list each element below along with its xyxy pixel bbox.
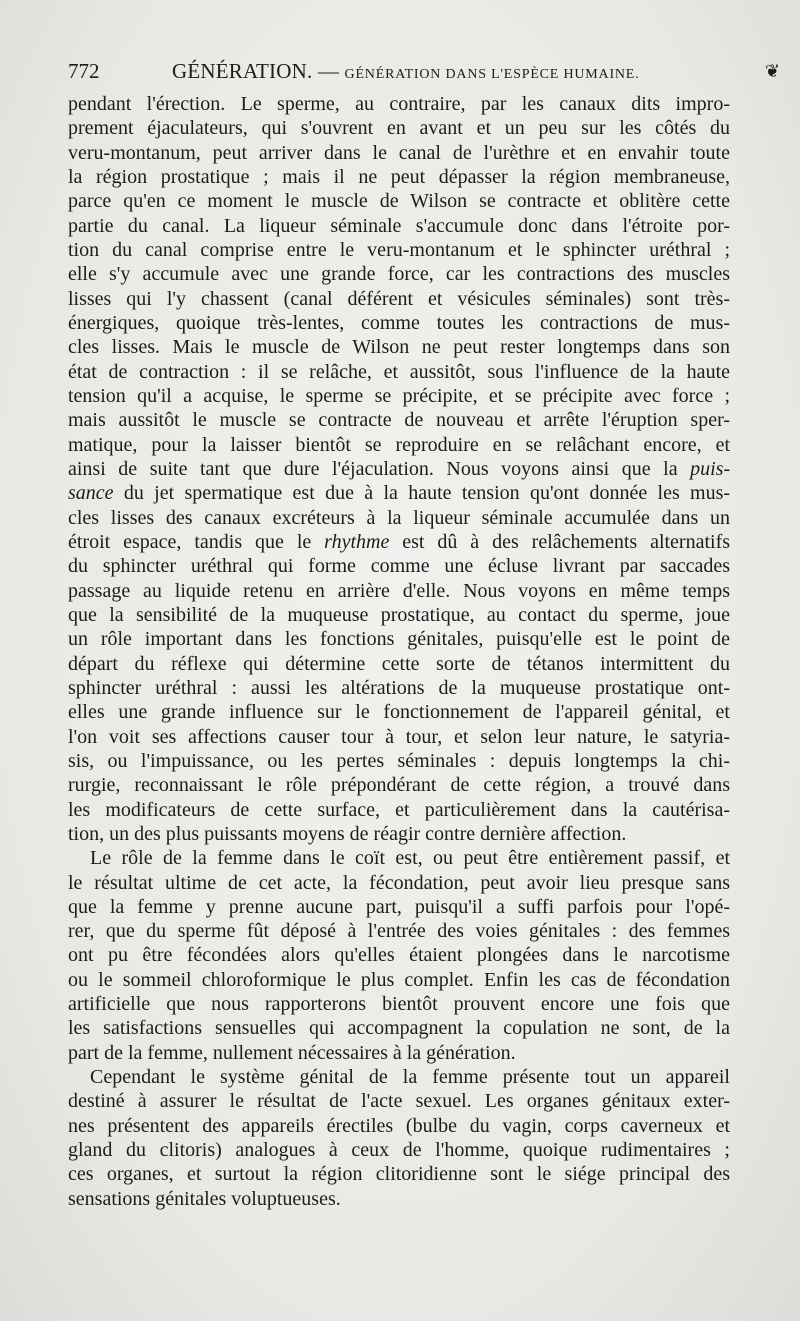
corner-mark: ❦ xyxy=(764,61,780,81)
body-text xyxy=(68,92,730,1211)
text-line: tion du canal comprise entre le veru-montanum et le sphincter uréthral ; xyxy=(68,238,730,261)
text-line: rer, que du sperme fût déposé à l'entrée des voies génitales : des femmes xyxy=(68,920,730,943)
text-line: matique, pour la laisser bientôt se reproduire en se relâchant encore, et xyxy=(68,433,730,456)
text-line: prement éjaculateurs, qui s'ouvrent en avant et un peu sur les côtés du xyxy=(68,117,730,140)
page-number: 772 xyxy=(68,59,100,83)
text-line: elle s'y accumule avec une grande force, car les contractions des muscles xyxy=(68,263,730,286)
text-line: ces organes, et surtout la région clitoridienne sont le siége principal des xyxy=(68,1163,730,1186)
text-line: nes présentent des appareils érectiles (bulbe du vagin, corps caverneux et xyxy=(68,1114,730,1137)
header-title: GÉNÉRATION. xyxy=(172,59,313,83)
text-line: artificielle que nous rapporterons bientôt prouvent encore une fois que xyxy=(68,993,730,1016)
text-line: destiné à assurer le résultat de l'acte sexuel. Les organes génitaux exter- xyxy=(68,1090,730,1113)
text-line: étroit espace, tandis que le rhythme est dû à des relâchements alternatifs xyxy=(68,530,731,553)
text-line: sance du jet spermatique est due à la haute tension qu'ont donnée les mus- xyxy=(68,482,731,505)
text-line: ont pu être fécondées alors qu'elles étaient plongées dans le narcotisme xyxy=(68,944,730,967)
text-line: que la sensibilité de la muqueuse prostatique, au contact du sperme, joue xyxy=(68,603,730,626)
text-line: du sphincter uréthral qui forme comme une écluse livrant par saccades xyxy=(68,555,730,578)
text-line: tension qu'il a acquise, le sperme se précipite, et se précipite avec force ; xyxy=(68,384,730,407)
text-line: veru-montanum, peut arriver dans le canal de l'urèthre et en envahir toute xyxy=(68,141,730,164)
text-line: sensations génitales voluptueuses. xyxy=(68,1187,341,1210)
text-line: ou le sommeil chloroformique le plus complet. Enfin les cas de fécondation xyxy=(68,968,730,991)
text-line: cles lisses des canaux excréteurs à la liqueur séminale accumulée dans un xyxy=(68,506,730,529)
text-line: passage au liquide retenu en arrière d'elle. Nous voyons en même temps xyxy=(68,579,730,602)
text-line: sphincter uréthral : aussi les altérations de la muqueuse prostatique ont- xyxy=(68,676,730,699)
text-line: énergiques, quoique très-lentes, comme toutes les contractions de mus- xyxy=(68,311,730,334)
running-header xyxy=(68,56,780,86)
text-line: Cependant le système génital de la femme présente tout un appareil xyxy=(90,1066,730,1089)
header-subtitle: GÉNÉRATION DANS L'ESPÈCE HUMAINE. xyxy=(344,67,640,82)
text-line: départ du réflexe qui détermine cette sorte de tétanos intermittent du xyxy=(68,652,730,675)
text-line: lisses qui l'y chassent (canal déférent et vésicules séminales) sont très- xyxy=(68,287,730,310)
text-line: la région prostatique ; mais il ne peut dépasser la région membraneuse, xyxy=(68,165,730,188)
text-line: cles lisses. Mais le muscle de Wilson ne peut rester longtemps dans son xyxy=(68,336,730,359)
text-line: mais aussitôt le muscle se contracte de nouveau et arrête l'éruption sper- xyxy=(68,409,730,432)
text-line: Le rôle de la femme dans le coït est, ou peut être entièrement passif, et xyxy=(90,847,730,870)
text-line: que la femme y prenne aucune part, puisqu'il a suffi parfois pour l'opé- xyxy=(68,895,730,918)
text-line: part de la femme, nullement nécessaires à la génération. xyxy=(68,1041,516,1064)
text-line: les modificateurs de cette surface, et particulièrement dans la cautérisa- xyxy=(68,798,730,821)
text-line: parce qu'en ce moment le muscle de Wilson se contracte et oblitère cette xyxy=(68,190,730,213)
text-line: tion, un des plus puissants moyens de réagir contre dernière affection. xyxy=(68,822,627,845)
text-line: pendant l'érection. Le sperme, au contraire, par les canaux dits impro- xyxy=(68,93,730,115)
text-line: le résultat ultime de cet acte, la fécondation, peut avoir lieu presque sans xyxy=(68,871,730,894)
text-line: gland du clitoris) analogues à ceux de l'homme, quoique rudimentaires ; xyxy=(68,1139,730,1162)
text-line: partie du canal. La liqueur séminale s'accumule donc dans l'étroite por- xyxy=(68,214,730,237)
text-line: l'on voit ses affections causer tour à tour, et selon leur nature, le satyria- xyxy=(68,725,730,748)
header-dash: — xyxy=(317,59,340,83)
text-line: rurgie, reconnaissant le rôle prépondérant de cette région, a trouvé dans xyxy=(68,774,730,797)
text-line: les satisfactions sensuelles qui accompagnent la copulation ne sont, de la xyxy=(68,1017,730,1040)
text-line: sis, ou l'impuissance, ou les pertes séminales : depuis longtemps la chi- xyxy=(68,749,730,772)
text-line: état de contraction : il se relâche, et aussitôt, sous l'influence de la haute xyxy=(68,360,730,383)
text-line: elles une grande influence sur le fonctionnement de l'appareil génital, et xyxy=(68,701,730,724)
running-title xyxy=(172,56,639,90)
text-line: un rôle important dans les fonctions génitales, puisqu'elle est le point de xyxy=(68,628,730,651)
text-line: ainsi de suite tant que dure l'éjaculation. Nous voyons ainsi que la puis- xyxy=(68,457,731,480)
